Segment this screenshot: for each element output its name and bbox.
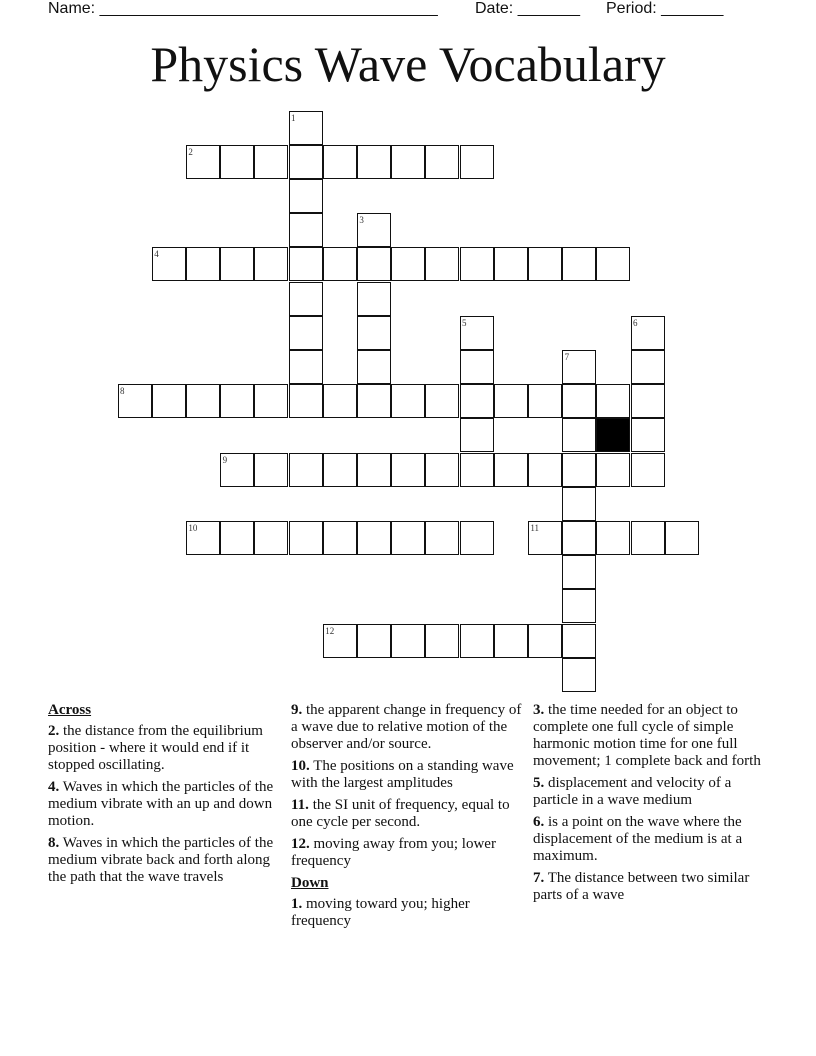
grid-cell[interactable] — [220, 384, 254, 418]
grid-cell[interactable] — [562, 418, 596, 452]
grid-cell[interactable] — [425, 145, 459, 179]
grid-cell[interactable] — [425, 384, 459, 418]
clue-number-3: 3 — [359, 215, 364, 226]
grid-cell[interactable] — [254, 247, 288, 281]
grid-cell[interactable] — [562, 624, 596, 658]
clue-4: 4. Waves in which the particles of the medium vibrate with an up and down motion. — [48, 779, 274, 829]
grid-cell[interactable] — [562, 247, 596, 281]
grid-cell[interactable] — [562, 521, 596, 555]
grid-cell[interactable] — [528, 384, 562, 418]
grid-cell[interactable] — [391, 624, 425, 658]
name-field[interactable]: Name: ______________________________________ — [48, 0, 438, 17]
grid-cell[interactable] — [391, 521, 425, 555]
grid-cell[interactable] — [460, 453, 494, 487]
grid-cell[interactable] — [254, 384, 288, 418]
across-heading: Across — [48, 702, 92, 718]
clue-9: 9. the apparent change in frequency of a wave due to relative motion of the observer and/or source. — [291, 702, 522, 752]
grid-cell[interactable] — [562, 658, 596, 692]
grid-cell[interactable] — [186, 247, 220, 281]
grid-cell[interactable] — [494, 384, 528, 418]
clues-column-1 — [48, 702, 280, 891]
grid-cell[interactable] — [357, 453, 391, 487]
grid-cell[interactable] — [494, 453, 528, 487]
clue-12: 12. moving away from you; lower frequency — [291, 836, 496, 869]
grid-cell[interactable] — [460, 521, 494, 555]
grid-cell[interactable] — [357, 247, 391, 281]
grid-cell[interactable] — [289, 350, 323, 384]
grid-cell[interactable] — [596, 384, 630, 418]
clue-number-6: 6 — [633, 317, 638, 328]
grid-cell[interactable] — [289, 247, 323, 281]
grid-cell[interactable] — [152, 384, 186, 418]
grid-cell[interactable] — [562, 487, 596, 521]
grid-cell[interactable] — [357, 282, 391, 316]
clue-number-4: 4 — [154, 249, 159, 260]
clue-number-2: 2 — [188, 146, 193, 157]
grid-cell[interactable] — [323, 247, 357, 281]
clue-2: 2. the distance from the equilibrium position - where it would end if it stopped oscillating. — [48, 723, 263, 773]
grid-cell[interactable] — [494, 624, 528, 658]
grid-cell[interactable] — [562, 589, 596, 623]
grid-cell[interactable] — [220, 521, 254, 555]
clue-number-5: 5 — [462, 317, 467, 328]
clue-7: 7. The distance between two similar parts of a wave — [533, 870, 750, 903]
grid-cell[interactable] — [289, 145, 323, 179]
grid-cell[interactable] — [460, 350, 494, 384]
grid-cell[interactable] — [220, 145, 254, 179]
grid-cell[interactable] — [528, 247, 562, 281]
clue-10: 10. The positions on a standing wave with the largest amplitudes — [291, 758, 514, 791]
grid-cell[interactable] — [562, 555, 596, 589]
grid-cell[interactable] — [528, 453, 562, 487]
date-field[interactable]: Date: _______ — [475, 0, 580, 17]
grid-cell[interactable] — [289, 453, 323, 487]
clue-number-7: 7 — [564, 351, 570, 362]
grid-cell[interactable] — [528, 624, 562, 658]
grid-cell[interactable] — [357, 350, 391, 384]
grid-cell[interactable] — [289, 521, 323, 555]
grid-cell[interactable] — [254, 521, 288, 555]
grid-cell[interactable] — [562, 453, 596, 487]
clue-1: 1. moving toward you; higher frequency — [291, 896, 470, 929]
clue-number-8: 8 — [120, 386, 125, 397]
clue-number-11: 11 — [530, 522, 540, 533]
grid-cell[interactable] — [289, 213, 323, 247]
grid-cell[interactable] — [631, 453, 665, 487]
grid-cell[interactable] — [186, 384, 220, 418]
grid-cell[interactable] — [391, 247, 425, 281]
grid-cell[interactable] — [357, 624, 391, 658]
grid-cell[interactable] — [631, 350, 665, 384]
clues-column-2 — [291, 702, 523, 935]
grid-cell[interactable] — [494, 247, 528, 281]
grid-cell[interactable] — [391, 145, 425, 179]
clue-6: 6. is a point on the wave where the displacement of the medium is at a maximum. — [533, 814, 743, 864]
clue-number-1: 1 — [291, 112, 296, 123]
grid-cell[interactable] — [289, 384, 323, 418]
clue-11: 11. the SI unit of frequency, equal to one cycle per second. — [291, 797, 510, 830]
clue-3: 3. the time needed for an object to complete one full cycle of simple harmonic motion time for one full movement; 1 complete back and forth — [533, 702, 761, 769]
grid-cell[interactable] — [289, 179, 323, 213]
clue-number-9: 9 — [222, 454, 228, 465]
grid-cell[interactable] — [631, 521, 665, 555]
grid-cell[interactable] — [323, 453, 357, 487]
grid-cell[interactable] — [323, 384, 357, 418]
grid-cell[interactable] — [562, 384, 596, 418]
grid-cell[interactable] — [631, 418, 665, 452]
grid-cell[interactable] — [596, 453, 630, 487]
grid-cell[interactable] — [631, 384, 665, 418]
grid-cell[interactable] — [425, 247, 459, 281]
clue-number-12: 12 — [325, 625, 335, 636]
grid-cell[interactable] — [323, 521, 357, 555]
grid-cell[interactable] — [596, 247, 630, 281]
grid-cell[interactable] — [460, 624, 494, 658]
grid-cell[interactable] — [357, 316, 391, 350]
page-title: Physics Wave Vocabulary — [150, 36, 666, 92]
clue-number-10: 10 — [188, 522, 198, 533]
grid-cell[interactable] — [665, 521, 699, 555]
clue-8: 8. Waves in which the particles of the medium vibrate back and forth along the path that the wave travels — [48, 835, 274, 885]
grid-cell[interactable] — [425, 521, 459, 555]
grid-cell[interactable] — [289, 282, 323, 316]
grid-cell[interactable] — [425, 453, 459, 487]
grid-cell[interactable] — [289, 316, 323, 350]
grid-cell[interactable] — [460, 418, 494, 452]
grid-cell[interactable] — [460, 247, 494, 281]
grid-cell[interactable] — [254, 145, 288, 179]
grid-cell[interactable] — [460, 384, 494, 418]
grid-cell[interactable] — [357, 521, 391, 555]
grid-cell[interactable] — [323, 145, 357, 179]
grid-cell[interactable] — [391, 384, 425, 418]
black-cell — [596, 418, 630, 452]
grid-cell[interactable] — [425, 624, 459, 658]
grid-cell[interactable] — [357, 384, 391, 418]
grid-cell[interactable] — [220, 247, 254, 281]
clues-column-3 — [533, 702, 765, 909]
grid-cell[interactable] — [460, 145, 494, 179]
down-heading: Down — [291, 875, 329, 891]
grid-cell[interactable] — [596, 521, 630, 555]
grid-cell[interactable] — [254, 453, 288, 487]
period-field[interactable]: Period: _______ — [606, 0, 724, 17]
grid-cell[interactable] — [357, 145, 391, 179]
grid-cell[interactable] — [391, 453, 425, 487]
clue-5: 5. displacement and velocity of a particle in a wave medium — [533, 775, 732, 808]
